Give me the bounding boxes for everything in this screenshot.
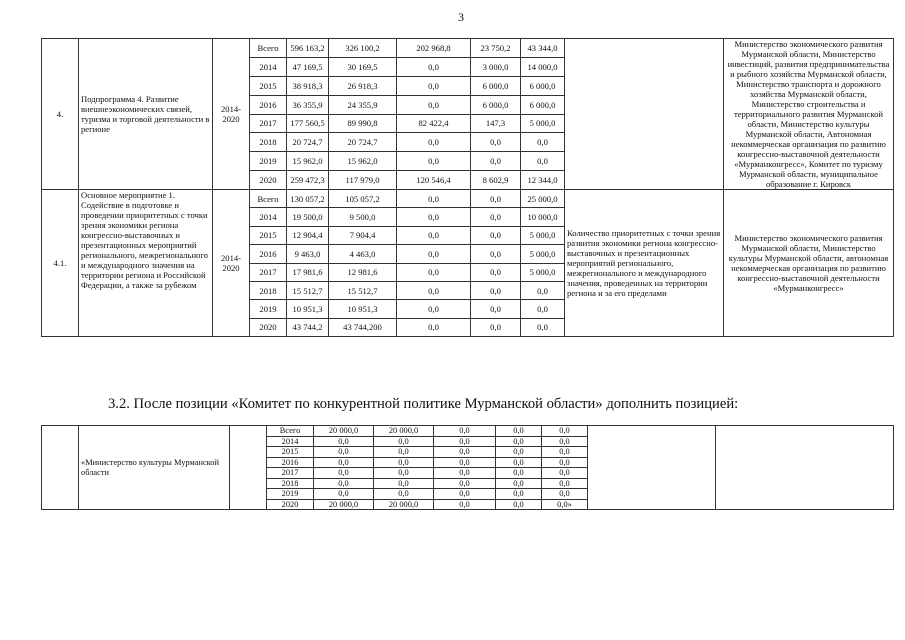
value-cell: 0,0 (374, 436, 434, 447)
value-cell: 26 918,3 (329, 76, 397, 95)
indicator-cell: Количество приоритетных с точки зрения развития экономики региона конгрессно-выставочных и презентационных мероприятий регионального, межрегионального и международного значения, проведенных на территории региона и за его пределами (565, 190, 724, 337)
value-cell: 120 546,4 (397, 171, 471, 190)
value-cell: 147,3 (471, 114, 521, 133)
year-cell: 2018 (250, 281, 287, 299)
table-row (42, 190, 894, 208)
executor-cell (716, 426, 894, 510)
value-cell: 0,0 (374, 489, 434, 500)
value-cell: 202 968,8 (397, 39, 471, 58)
executor-cell: Министерство экономического развития Мурманской области, Министерство культуры Мурманской области, автономная некоммерческая организация по развитию конгрессно-выставочной деятельности «Мурманконгресс» (724, 190, 894, 337)
year-cell: 2014 (267, 436, 314, 447)
year-cell: 2016 (250, 245, 287, 263)
value-cell: 47 169,5 (287, 57, 329, 76)
value-cell: 0,0 (521, 281, 565, 299)
value-cell: 0,0 (496, 499, 542, 510)
year-cell: 2017 (250, 263, 287, 281)
value-cell: 0,0 (521, 152, 565, 171)
table-row (42, 426, 894, 437)
row-number: 4. (42, 39, 79, 190)
value-cell: 0,0 (542, 447, 588, 458)
value-cell: 0,0 (314, 447, 374, 458)
value-cell: 7 904,4 (329, 226, 397, 244)
value-cell: 0,0 (314, 478, 374, 489)
value-cell: 4 463,0 (329, 245, 397, 263)
value-cell: 0,0 (471, 263, 521, 281)
indicator-cell (588, 426, 716, 510)
value-cell: 82 422,4 (397, 114, 471, 133)
value-cell: 19 500,0 (287, 208, 329, 226)
value-cell: 10 951,3 (329, 300, 397, 318)
value-cell: 23 750,2 (471, 39, 521, 58)
value-cell: 259 472,3 (287, 171, 329, 190)
row-name: Основное мероприятие 1. Содействие в подготовке и проведении приоритетных с точки зрения экономики региона конгрессно-выставочных и презентационных мероприятий регионального, межрегионального и международного значения на территории региона и Российской Федерации, а также за рубежом (79, 190, 213, 337)
year-cell: 2020 (250, 318, 287, 336)
value-cell: 0,0 (374, 468, 434, 479)
value-cell: 0,0 (542, 478, 588, 489)
value-cell: 0,0 (496, 457, 542, 468)
value-cell: 0,0 (314, 489, 374, 500)
value-cell: 0,0 (496, 489, 542, 500)
year-cell: 2017 (250, 114, 287, 133)
value-cell: 6 000,0 (471, 76, 521, 95)
row-period: 2014-2020 (213, 190, 250, 337)
value-cell: 20 000,0 (374, 426, 434, 437)
value-cell: 117 979,0 (329, 171, 397, 190)
page-number: 3 (458, 10, 464, 24)
indicator-cell (565, 39, 724, 190)
year-cell: 2020 (250, 171, 287, 190)
value-cell: 24 355,9 (329, 95, 397, 114)
value-cell: 14 000,0 (521, 57, 565, 76)
value-cell: 0,0 (471, 300, 521, 318)
year-cell: 2017 (267, 468, 314, 479)
value-cell: 0,0 (434, 499, 496, 510)
value-cell: 0,0 (471, 208, 521, 226)
year-cell: 2015 (267, 447, 314, 458)
year-cell: 2019 (267, 489, 314, 500)
value-cell: 0,0 (397, 57, 471, 76)
value-cell: 43 744,2 (287, 318, 329, 336)
value-cell: 0,0 (397, 263, 471, 281)
value-cell: 0,0 (434, 478, 496, 489)
value-cell: 6 000,0 (521, 76, 565, 95)
value-cell: 6 000,0 (521, 95, 565, 114)
value-cell: 0,0 (374, 478, 434, 489)
value-cell: 0,0 (496, 468, 542, 479)
value-cell: 0,0 (374, 447, 434, 458)
year-cell: 2015 (250, 226, 287, 244)
year-cell: 2016 (267, 457, 314, 468)
value-cell: 0,0 (542, 468, 588, 479)
value-cell: 20 000,0 (374, 499, 434, 510)
year-cell: 2014 (250, 57, 287, 76)
section-heading: 3.2. После позиции «Комитет по конкурентной политике Мурманской области» дополнить позицией: (108, 396, 739, 412)
value-cell: 10 000,0 (521, 208, 565, 226)
year-cell: 2015 (250, 76, 287, 95)
value-cell: 12 904,4 (287, 226, 329, 244)
value-cell: 36 355,9 (287, 95, 329, 114)
year-cell: Всего (267, 426, 314, 437)
value-cell: 105 057,2 (329, 190, 397, 208)
value-cell: 5 000,0 (521, 114, 565, 133)
value-cell: 0,0 (397, 208, 471, 226)
value-cell: 177 560,5 (287, 114, 329, 133)
value-cell: 0,0 (397, 318, 471, 336)
value-cell: 0,0 (542, 489, 588, 500)
year-cell: 2018 (267, 478, 314, 489)
addition-table (41, 425, 894, 510)
row-name: «Министерство культуры Мурманской области (79, 426, 230, 510)
value-cell: 12 981,6 (329, 263, 397, 281)
year-cell: 2020 (267, 499, 314, 510)
value-cell: 20 724,7 (287, 133, 329, 152)
value-cell: 0,0 (521, 300, 565, 318)
value-cell: 0,0 (397, 245, 471, 263)
executor-cell: Министерство экономического развития Мурманской области, Министерство инвестиций, развития предпринимательства и рыбного хозяйства Мурманской области, Министерство транспорта и дорожного хозяйства Мурманской области, Министерство строительства и территориального развития Мурманской области, Министерство культуры Мурманской области, Автономная некоммерческая организация по развитию конгрессно-выставочной деятельности «Мурманконгресс», Комитет по туризму Мурманской области, муниципальное образование г. Кировск (724, 39, 894, 190)
value-cell: 0,0 (434, 436, 496, 447)
value-cell: 9 500,0 (329, 208, 397, 226)
value-cell: 5 000,0 (521, 226, 565, 244)
value-cell: 5 000,0 (521, 263, 565, 281)
value-cell: 25 000,0 (521, 190, 565, 208)
row-number: 4.1. (42, 190, 79, 337)
value-cell: 15 962,0 (287, 152, 329, 171)
value-cell: 0,0 (434, 426, 496, 437)
table-row (42, 39, 894, 58)
row-period: 2014-2020 (213, 39, 250, 190)
value-cell: 0,0 (471, 318, 521, 336)
year-cell: 2014 (250, 208, 287, 226)
value-cell: 43 744,200 (329, 318, 397, 336)
value-cell: 0,0 (397, 226, 471, 244)
value-cell: 38 918,3 (287, 76, 329, 95)
value-cell: 3 000,0 (471, 57, 521, 76)
value-cell: 0,0 (397, 152, 471, 171)
value-cell: 12 344,0 (521, 171, 565, 190)
program-table (41, 38, 894, 337)
value-cell: 15 962,0 (329, 152, 397, 171)
value-cell: 9 463,0 (287, 245, 329, 263)
value-cell: 10 951,3 (287, 300, 329, 318)
value-cell: 43 344,0 (521, 39, 565, 58)
value-cell: 0,0 (397, 190, 471, 208)
year-cell: 2016 (250, 95, 287, 114)
year-cell: Всего (250, 39, 287, 58)
value-cell: 0,0 (521, 133, 565, 152)
value-cell: 0,0 (496, 436, 542, 447)
value-cell: 89 990,8 (329, 114, 397, 133)
value-cell: 20 000,0 (314, 499, 374, 510)
year-cell: Всего (250, 190, 287, 208)
year-cell: 2018 (250, 133, 287, 152)
value-cell: 0,0 (314, 468, 374, 479)
value-cell: 0,0 (521, 318, 565, 336)
value-cell: 0,0 (434, 489, 496, 500)
value-cell: 0,0 (314, 436, 374, 447)
value-cell: 15 512,7 (287, 281, 329, 299)
value-cell: 0,0 (542, 457, 588, 468)
value-cell: 0,0 (397, 281, 471, 299)
value-cell: 0,0 (496, 478, 542, 489)
value-cell: 130 057,2 (287, 190, 329, 208)
value-cell: 30 169,5 (329, 57, 397, 76)
value-cell: 0,0 (471, 226, 521, 244)
value-cell: 6 000,0 (471, 95, 521, 114)
value-cell: 0,0 (434, 468, 496, 479)
row-period (230, 426, 267, 510)
value-cell: 0,0 (496, 447, 542, 458)
value-cell: 596 163,2 (287, 39, 329, 58)
value-cell: 0,0 (434, 457, 496, 468)
value-cell: 0,0 (471, 152, 521, 171)
value-cell: 0,0 (434, 447, 496, 458)
year-cell: 2019 (250, 300, 287, 318)
value-cell: 0,0 (397, 95, 471, 114)
value-cell: 20 724,7 (329, 133, 397, 152)
value-cell: 0,0 (471, 133, 521, 152)
value-cell: 15 512,7 (329, 281, 397, 299)
value-cell: 0,0» (542, 499, 588, 510)
value-cell: 0,0 (397, 76, 471, 95)
value-cell: 0,0 (314, 457, 374, 468)
value-cell: 0,0 (542, 426, 588, 437)
value-cell: 0,0 (542, 436, 588, 447)
value-cell: 0,0 (397, 133, 471, 152)
value-cell: 0,0 (496, 426, 542, 437)
value-cell: 0,0 (471, 245, 521, 263)
value-cell: 0,0 (471, 190, 521, 208)
row-number (42, 426, 79, 510)
value-cell: 20 000,0 (314, 426, 374, 437)
value-cell: 0,0 (397, 300, 471, 318)
value-cell: 8 602,9 (471, 171, 521, 190)
year-cell: 2019 (250, 152, 287, 171)
row-name: Подпрограмма 4. Развитие внешнеэкономических связей, туризма и торговой деятельности в регионе (79, 39, 213, 190)
value-cell: 0,0 (471, 281, 521, 299)
value-cell: 5 000,0 (521, 245, 565, 263)
value-cell: 17 981,6 (287, 263, 329, 281)
value-cell: 326 100,2 (329, 39, 397, 58)
value-cell: 0,0 (374, 457, 434, 468)
